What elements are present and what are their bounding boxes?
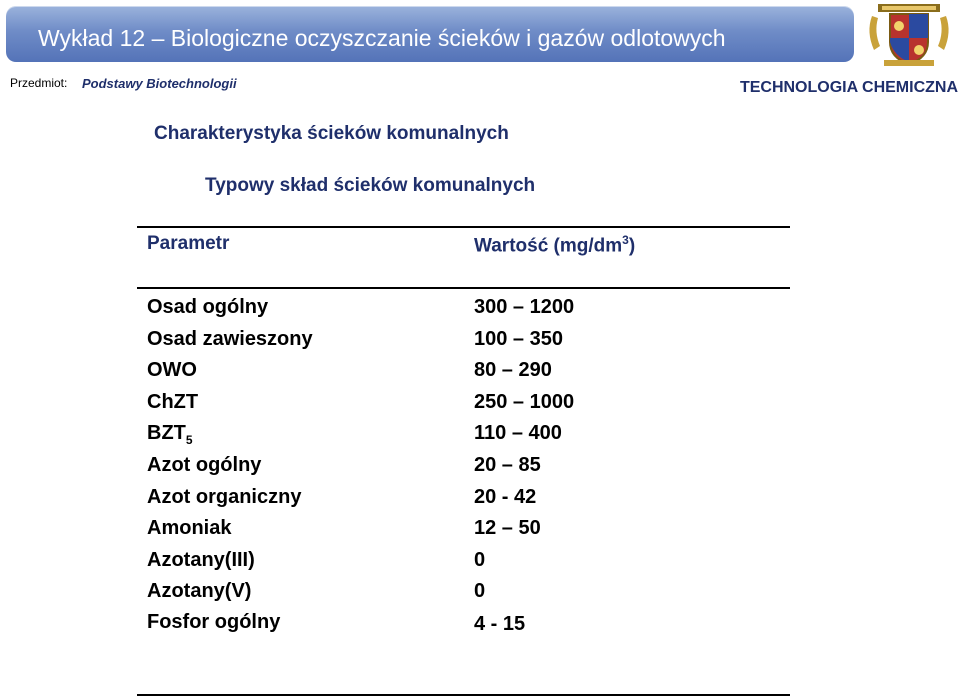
slide-title: Wykład 12 – Biologiczne oczyszczanie ścieków i gazów odlotowych [38,25,726,51]
column-header-parameter-label: Parametr [147,233,230,254]
department-label: TECHNOLOGIA CHEMICZNA [739,79,958,96]
table-cell-value: 12 – 50 [474,517,541,539]
table-cell-parameter: Azotany(III) [147,549,255,571]
table-header-rule [137,287,790,289]
table-cell-value: 300 – 1200 [474,296,575,318]
column-header-value-prefix: Wartość (mg/dm [474,235,623,257]
table-caption: Typowy skład ścieków komunalnych [205,175,536,196]
table-cell-value: 250 – 1000 [474,391,575,413]
table-cell-value: 110 – 400 [474,422,562,444]
column-header-value-sup: 3 [622,233,629,247]
table-cell-parameter: Osad ogólny [147,296,269,318]
table-cell-parameter [147,422,193,447]
column-header-parameter [147,233,229,255]
table-cell-value: 20 - 42 [474,486,537,508]
table-cell-parameter: ChZT [147,391,199,413]
parameter-bzt-label: BZT [147,422,186,444]
table-top-rule [137,226,790,228]
section-heading: Charakterystyka ścieków komunalnych [154,123,509,144]
parameter-bzt-subscript: 5 [185,433,193,447]
table-cell-parameter: OWO [147,359,197,381]
table-cell-value: 80 – 290 [474,359,552,381]
table-cell-value: 4 - 15 [474,613,526,635]
table-cell-value: 0 [474,580,486,602]
university-crest-icon [864,2,954,68]
table-bottom-rule [137,694,790,696]
column-header-value [474,233,635,257]
table-cell-parameter: Osad zawieszony [147,328,313,350]
title-bar [6,6,854,62]
table-cell-value: 20 – 85 [474,454,541,476]
table-cell-value: 0 [474,549,486,571]
table-cell-parameter: Fosfor ogólny [147,611,281,633]
table-cell-parameter: Azot organiczny [147,486,302,508]
table-cell-parameter: Azot ogólny [147,454,262,476]
table-cell-value: 100 – 350 [474,328,563,350]
subject-name: Podstawy Biotechnologii [82,76,237,91]
table-cell-parameter: Amoniak [147,517,232,539]
column-header-value-suffix: ) [628,235,636,257]
table-cell-parameter: Azotany(V) [147,580,252,602]
subject-label: Przedmiot: [10,76,68,90]
